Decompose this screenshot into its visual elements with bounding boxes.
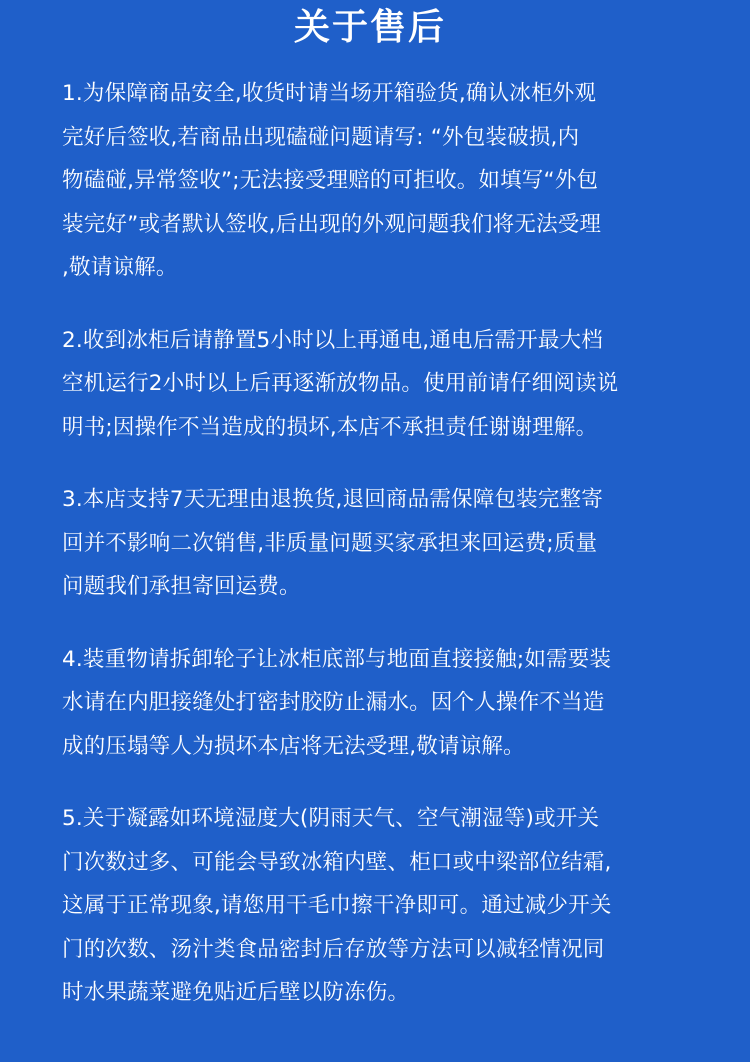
section-line: 完好后签收,若商品出现磕碰问题请写: “外包装破损,内 <box>62 124 580 150</box>
section-line: 回并不影响二次销售,非质量问题买家承担来回运费;质量 <box>62 530 598 556</box>
section-line: 时水果蔬菜避免贴近后壁以防冻伤。 <box>62 980 410 1005</box>
section-line: 1.为保障商品安全,收货时请当场开箱验货,确认冰柜外观 <box>62 81 597 106</box>
section-1 <box>62 72 678 290</box>
section-line: 2.收到冰柜后请静置5小时以上再通电,通电后需开最大档 <box>62 327 603 353</box>
section-3-paragraph <box>62 478 678 609</box>
section-line: 问题我们承担寄回运费。 <box>62 574 301 599</box>
section-line: 明书;因操作不当造成的损坏,本店不承担责任谢谢理解。 <box>62 414 598 440</box>
section-line: 水请在内胆接缝处打密封胶防止漏水。因个人操作不当造 <box>62 690 605 715</box>
section-line: 这属于正常现象,请您用干毛巾擦干净即可。通过减少开关 <box>62 893 612 918</box>
section-line: 成的压塌等人为损坏本店将无法受理,敬请谅解。 <box>62 733 525 759</box>
page-title: 关于售后 <box>293 7 446 48</box>
section-4-paragraph <box>62 638 678 769</box>
section-1-paragraph <box>62 72 678 290</box>
section-5 <box>62 797 678 1015</box>
section-line: 装完好”或者默认签收,后出现的外观问题我们将无法受理 <box>62 211 602 237</box>
section-line: ,敬请谅解。 <box>62 255 178 280</box>
section-3 <box>62 478 678 609</box>
section-5-paragraph <box>62 797 678 1015</box>
section-line: 5.关于凝露如环境湿度大(阴雨天气、空气潮湿等)或开关 <box>62 806 600 831</box>
after-sales-sections <box>62 72 678 1015</box>
section-line: 3.本店支持7天无理由退换货,退回商品需保障包装完整寄 <box>62 487 603 512</box>
section-2 <box>62 319 678 450</box>
section-4 <box>62 638 678 769</box>
section-line: 门的次数、汤汁类食品密封后存放等方法可以减轻情况同 <box>62 936 605 962</box>
section-line: 门次数过多、可能会导致冰箱内壁、柜口或中梁部位结霜, <box>62 849 612 875</box>
section-2-paragraph <box>62 319 678 450</box>
section-line: 4.装重物请拆卸轮子让冰柜底部与地面直接接触;如需要装 <box>62 646 612 672</box>
section-line: 物磕碰,异常签收”;无法接受理赔的可拒收。如填写“外包 <box>62 168 599 193</box>
section-line: 空机运行2小时以上后再逐渐放物品。使用前请仔细阅读说 <box>62 371 619 396</box>
